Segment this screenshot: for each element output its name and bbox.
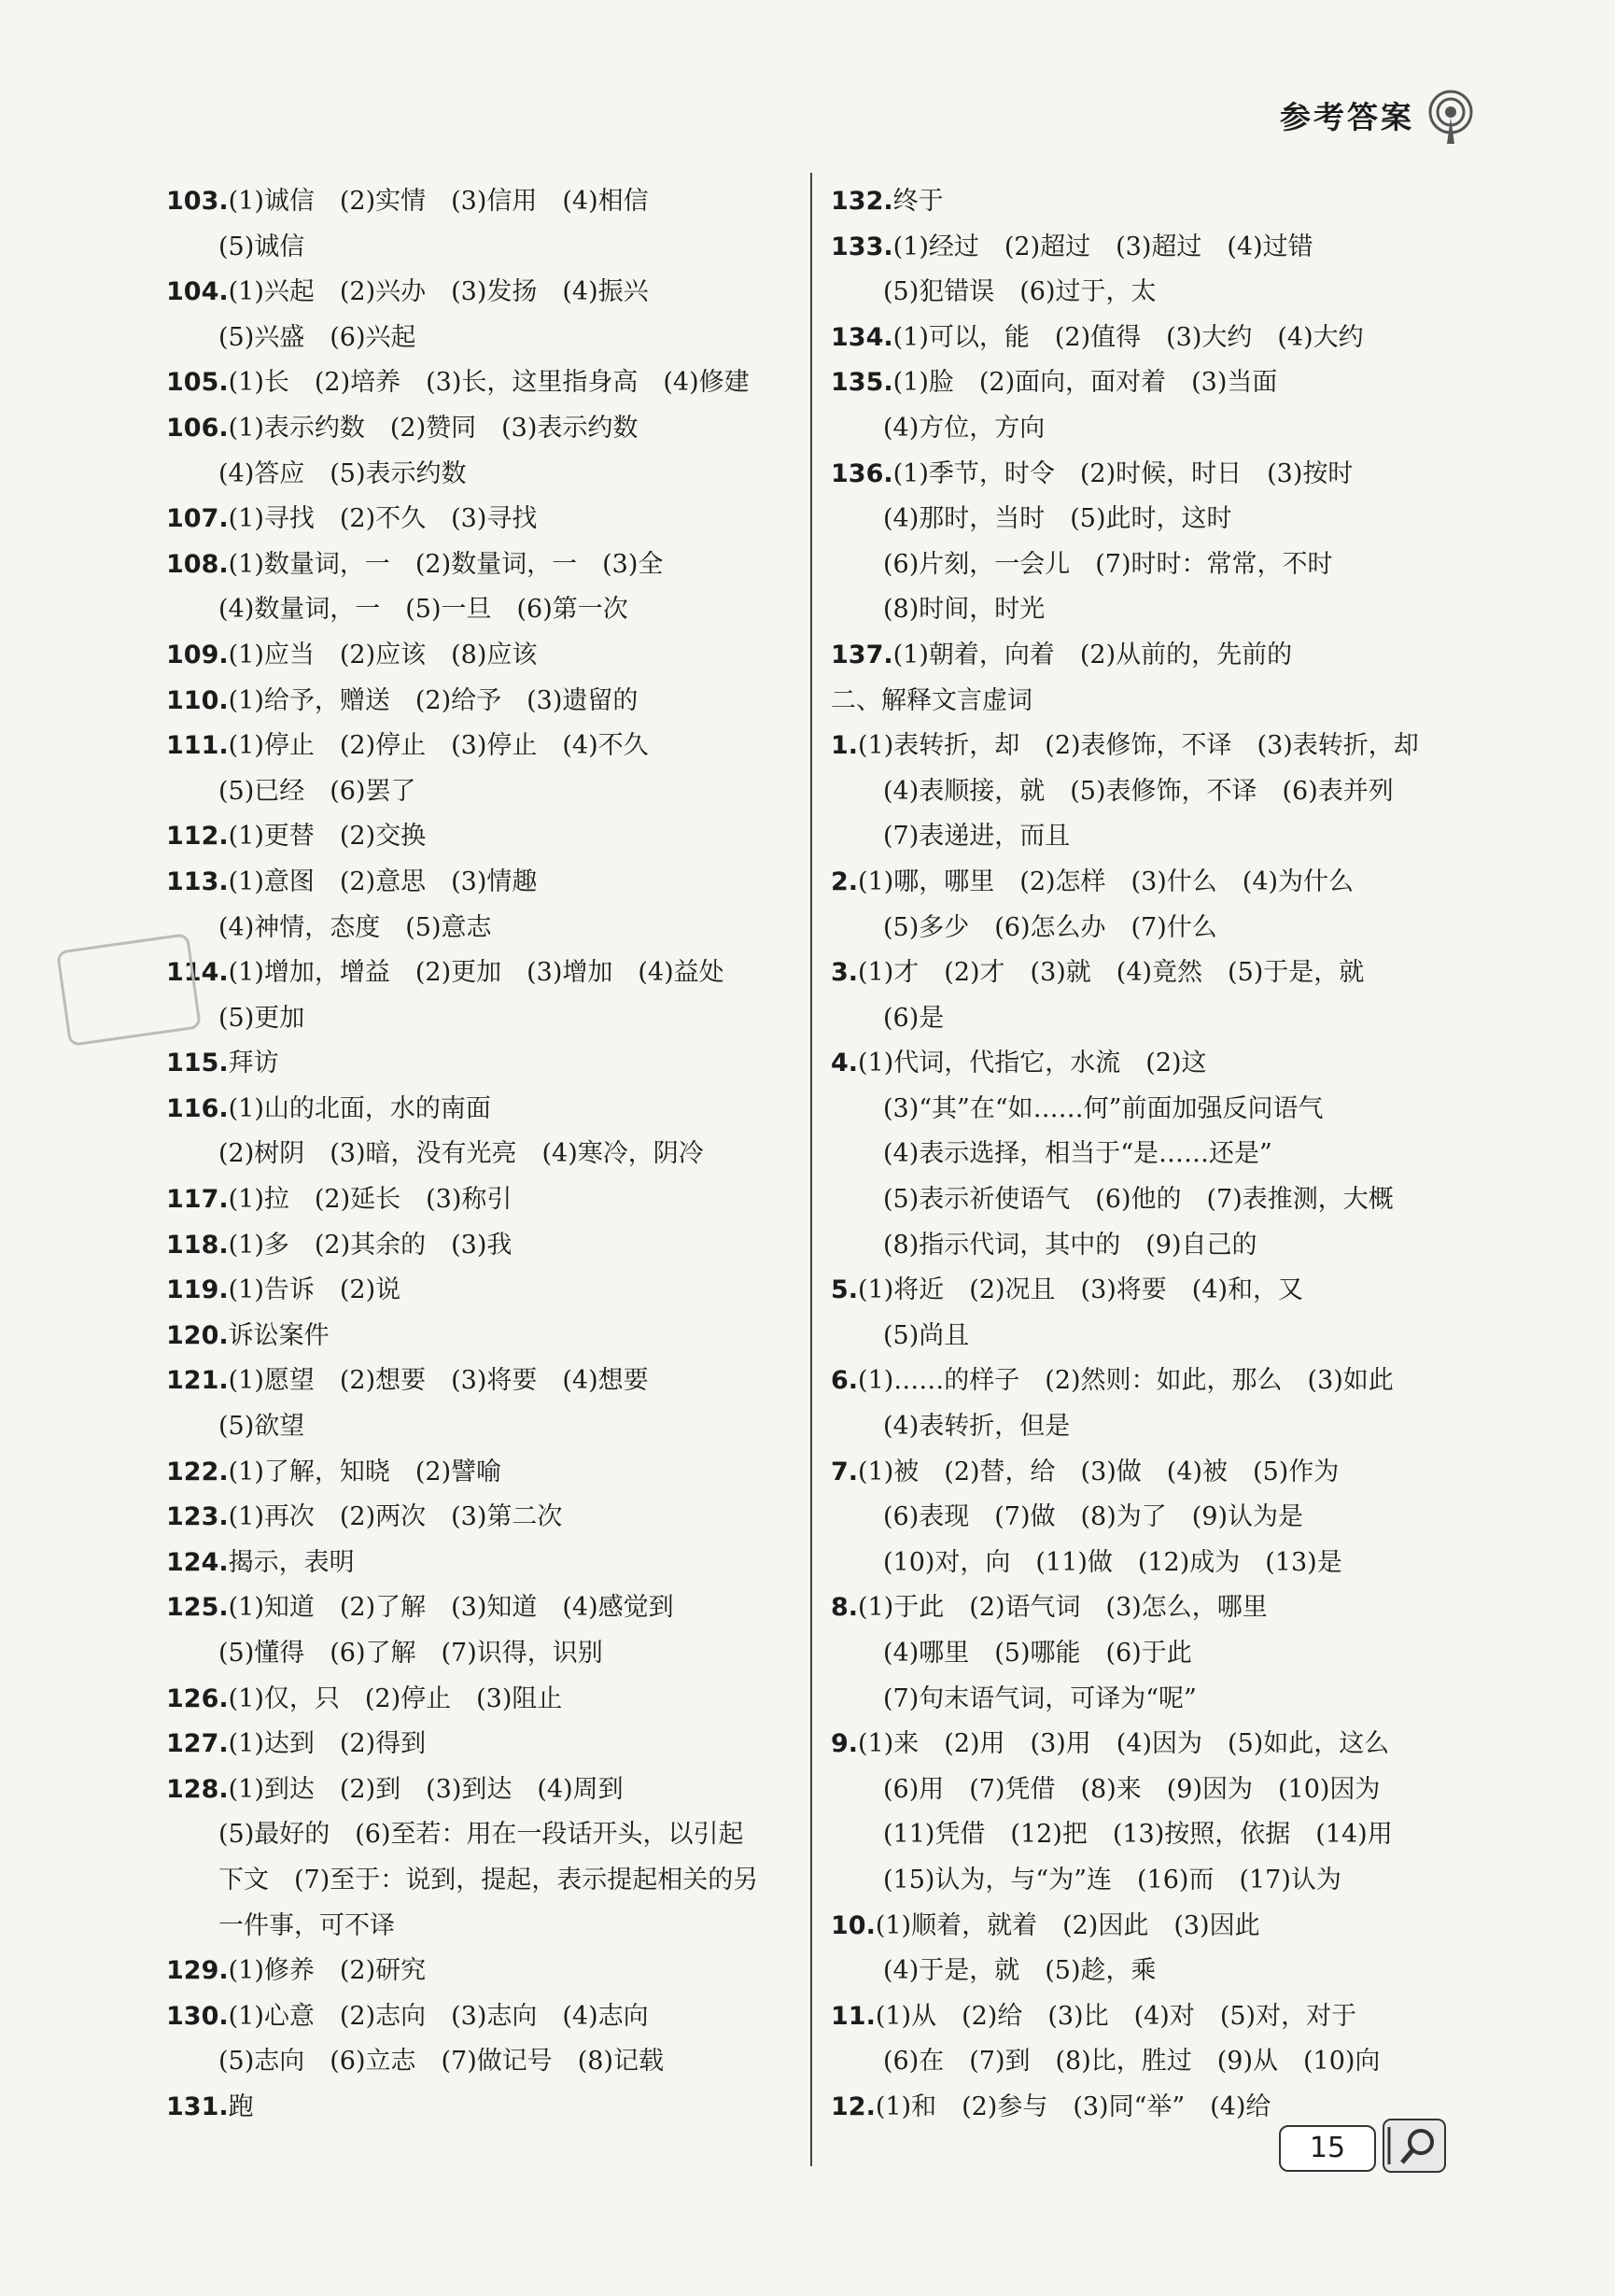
answer-line xyxy=(166,225,801,271)
answer-text: (1)朝着，向着 (2)从前的，先前的 xyxy=(892,640,1293,669)
question-number: 128. xyxy=(166,1774,229,1804)
question-number: 6. xyxy=(831,1366,859,1396)
answer-line xyxy=(166,1404,801,1450)
answer-line xyxy=(831,1041,1484,1087)
question-number: 4. xyxy=(831,1049,859,1078)
question-number: 121. xyxy=(166,1366,229,1396)
answer-text: (1)多 (2)其余的 (3)我 xyxy=(228,1230,513,1260)
question-number: 114. xyxy=(166,958,229,988)
answer-column-right xyxy=(831,179,1484,2131)
answer-line xyxy=(831,587,1484,633)
answer-line xyxy=(166,1087,801,1133)
answer-text: (1)愿望 (2)想要 (3)将要 (4)想要 xyxy=(228,1366,649,1396)
answer-line xyxy=(166,270,801,316)
bulb-icon xyxy=(1426,90,1475,148)
answer-line xyxy=(166,1541,801,1586)
answer-line xyxy=(166,542,801,588)
answer-column-left xyxy=(166,179,801,2131)
question-number: 120. xyxy=(166,1320,229,1350)
answer-line xyxy=(166,1585,801,1631)
answer-text: (5)多少 (6)怎么办 (7)什么 xyxy=(883,912,1217,942)
answer-text: (1)停止 (2)停止 (3)停止 (4)不久 xyxy=(228,731,649,761)
question-number: 115. xyxy=(166,1049,229,1078)
answer-line xyxy=(831,1994,1484,2040)
answer-line xyxy=(831,1359,1484,1404)
answer-text: (1)长 (2)培养 (3)长，这里指身高 (4)修建 xyxy=(228,368,750,398)
answer-text: (1)诚信 (2)实情 (3)信用 (4)相信 xyxy=(228,187,649,216)
answer-text: (1)脸 (2)面向，面对着 (3)当面 xyxy=(892,368,1278,398)
answer-line xyxy=(166,1904,801,1950)
question-number: 108. xyxy=(166,549,229,579)
answer-text: (5)更加 xyxy=(218,1003,305,1033)
answer-line xyxy=(166,2085,801,2131)
answer-text: (1)告诉 (2)说 xyxy=(228,1275,401,1305)
question-number: 136. xyxy=(831,458,893,488)
answer-text: (1)和 (2)参与 (3)同“举” (4)给 xyxy=(875,2092,1271,2121)
answer-text: (1)季节，时令 (2)时候，时日 (3)按时 xyxy=(892,458,1354,488)
answer-line xyxy=(831,1949,1484,1994)
answer-text: (1)山的北面，水的南面 xyxy=(228,1093,491,1123)
answer-line xyxy=(831,1677,1484,1723)
answer-line xyxy=(831,452,1484,498)
answer-text: (5)表示祈使语气 (6)他的 (7)表推测，大概 xyxy=(883,1185,1394,1215)
question-number: 5. xyxy=(831,1275,859,1305)
question-number: 8. xyxy=(831,1593,859,1623)
answer-text: (1)心意 (2)志向 (3)志向 (4)志向 xyxy=(228,2001,649,2031)
question-number: 7. xyxy=(831,1457,859,1486)
answer-line xyxy=(166,1314,801,1359)
answer-line xyxy=(166,1132,801,1177)
answer-line xyxy=(166,1495,801,1541)
answer-line xyxy=(831,1812,1484,1858)
question-number: 124. xyxy=(166,1547,229,1577)
question-number: 112. xyxy=(166,822,229,852)
answer-line xyxy=(831,1177,1484,1223)
answer-text: (5)最好的 (6)至若：用在一段话开头，以引起 xyxy=(218,1820,744,1850)
answer-text: (1)增加，增益 (2)更加 (3)增加 (4)益处 xyxy=(228,958,724,988)
answer-text: (1)知道 (2)了解 (3)知道 (4)感觉到 xyxy=(228,1593,674,1623)
answer-text: (4)神情，态度 (5)意志 xyxy=(218,912,492,942)
answer-text: (4)表转折，但是 xyxy=(883,1412,1071,1442)
answer-text: (4)那时，当时 (5)此时，这时 xyxy=(883,504,1232,534)
answer-text: (5)欲望 xyxy=(218,1412,305,1442)
answer-text: (4)答应 (5)表示约数 xyxy=(218,458,467,488)
answer-line xyxy=(831,769,1484,815)
answer-line xyxy=(166,1722,801,1768)
answer-text: (4)表示选择，相当于“是……还是” xyxy=(883,1139,1272,1169)
answer-line xyxy=(166,1631,801,1677)
answer-text: (7)句末语气词，可译为“呢” xyxy=(883,1683,1197,1713)
answer-text: 诉讼案件 xyxy=(228,1320,330,1350)
question-number: 10. xyxy=(831,1910,876,1940)
question-number: 132. xyxy=(831,187,893,216)
answer-line xyxy=(831,542,1484,588)
question-number: 103. xyxy=(166,187,229,216)
answer-line xyxy=(166,452,801,498)
answer-line xyxy=(831,1495,1484,1541)
answer-line xyxy=(166,1268,801,1314)
answer-text: (1)寻找 (2)不久 (3)寻找 xyxy=(228,504,538,534)
answer-line xyxy=(166,1177,801,1223)
question-number: 130. xyxy=(166,2001,229,2031)
answer-text: (4)于是，就 (5)趁，乘 xyxy=(883,1956,1157,1986)
question-number: 131. xyxy=(166,2092,229,2121)
answer-line xyxy=(831,906,1484,951)
question-number: 105. xyxy=(166,368,229,398)
answer-text: (1)才 (2)才 (3)就 (4)竟然 (5)于是，就 xyxy=(858,958,1365,988)
answer-text: (5)志向 (6)立志 (7)做记号 (8)记载 xyxy=(218,2047,664,2077)
question-number: 110. xyxy=(166,685,229,715)
answer-line xyxy=(831,1087,1484,1133)
answer-text: (1)数量词，一 (2)数量词，一 (3)全 xyxy=(228,549,664,579)
answer-text: (1)给予，赠送 (2)给予 (3)遗留的 xyxy=(228,685,639,715)
question-number: 119. xyxy=(166,1275,229,1305)
search-icon xyxy=(1382,2118,1447,2174)
answer-text: 一件事，可不译 xyxy=(218,1910,395,1940)
answer-line xyxy=(831,360,1484,406)
answer-line xyxy=(831,1585,1484,1631)
answer-text: (1)被 (2)替，给 (3)做 (4)被 (5)作为 xyxy=(858,1457,1340,1486)
answer-line xyxy=(166,1949,801,1994)
answer-line xyxy=(831,1631,1484,1677)
question-number: 11. xyxy=(831,2001,876,2031)
answer-text: (1)更替 (2)交换 xyxy=(228,822,427,852)
answer-text: (8)时间，时光 xyxy=(883,595,1046,625)
answer-line xyxy=(831,1722,1484,1768)
answer-line xyxy=(831,1450,1484,1496)
answer-text: (1)代词，代指它，水流 (2)这 xyxy=(858,1049,1207,1078)
question-number: 133. xyxy=(831,232,893,261)
question-number: 111. xyxy=(166,731,229,761)
answer-line xyxy=(166,1994,801,2040)
question-number: 9. xyxy=(831,1729,859,1759)
answer-line xyxy=(831,406,1484,452)
answer-text: (1)……的样子 (2)然则：如此，那么 (3)如此 xyxy=(858,1366,1394,1396)
answer-text: (1)应当 (2)应该 (8)应该 xyxy=(228,640,538,669)
answer-text: (1)再次 (2)两次 (3)第二次 xyxy=(228,1502,563,1532)
question-number: 129. xyxy=(166,1956,229,1986)
answer-text: (10)对，向 (11)做 (12)成为 (13)是 xyxy=(883,1547,1342,1577)
answer-text: (4)表顺接，就 (5)表修饰，不译 (6)表并列 xyxy=(883,776,1394,806)
answer-line xyxy=(166,1223,801,1269)
answer-line xyxy=(831,1132,1484,1177)
answer-line xyxy=(831,1768,1484,1813)
answer-line xyxy=(831,1223,1484,1269)
answer-text: (1)经过 (2)超过 (3)超过 (4)过错 xyxy=(892,232,1313,261)
answer-text: (4)方位，方向 xyxy=(883,413,1046,443)
question-number: 104. xyxy=(166,277,229,307)
question-number: 135. xyxy=(831,368,893,398)
answer-text: (5)已经 (6)罢了 xyxy=(218,776,416,806)
question-number: 106. xyxy=(166,413,229,443)
question-number: 118. xyxy=(166,1230,229,1260)
answer-text: (1)修养 (2)研究 xyxy=(228,1956,427,1986)
answer-text: (6)用 (7)凭借 (8)来 (9)因为 (10)因为 xyxy=(883,1774,1381,1804)
answer-text: (1)可以，能 (2)值得 (3)大约 (4)大约 xyxy=(892,322,1364,352)
answer-line xyxy=(166,1359,801,1404)
answer-line xyxy=(166,724,801,769)
answer-text: (11)凭借 (12)把 (13)按照，依据 (14)用 xyxy=(883,1820,1393,1850)
question-number: 122. xyxy=(166,1457,229,1486)
page-number: 15 xyxy=(1279,2125,1376,2172)
watermark-stamp xyxy=(54,934,204,1046)
answer-text: (2)树阴 (3)暗，没有光亮 (4)寒冷，阴冷 xyxy=(218,1139,704,1169)
answer-text: (5)犯错误 (6)过于，太 xyxy=(883,277,1157,307)
answer-line xyxy=(831,1541,1484,1586)
section-heading xyxy=(831,679,1484,725)
answer-text: (6)表现 (7)做 (8)为了 (9)认为是 xyxy=(883,1502,1303,1532)
question-number: 134. xyxy=(831,322,893,352)
question-number: 12. xyxy=(831,2092,876,2121)
answer-text: (1)意图 (2)意思 (3)情趣 xyxy=(228,866,538,896)
answer-line xyxy=(831,1314,1484,1359)
answer-text: (8)指示代词，其中的 (9)自己的 xyxy=(883,1230,1257,1260)
answer-line xyxy=(166,360,801,406)
answer-text: (1)兴起 (2)兴办 (3)发扬 (4)振兴 xyxy=(228,277,649,307)
question-number: 3. xyxy=(831,958,859,988)
question-number: 123. xyxy=(166,1502,229,1532)
question-number: 113. xyxy=(166,866,229,896)
answer-line xyxy=(166,951,801,996)
answer-line xyxy=(831,1404,1484,1450)
answer-text: (5)尚且 xyxy=(883,1320,970,1350)
answer-line xyxy=(166,406,801,452)
answer-line xyxy=(166,1677,801,1723)
answer-line xyxy=(166,906,801,951)
answer-text: (5)诚信 xyxy=(218,232,305,261)
answer-line xyxy=(831,1858,1484,1904)
answer-text: (1)哪，哪里 (2)怎样 (3)什么 (4)为什么 xyxy=(858,866,1355,896)
question-number: 1. xyxy=(831,731,859,761)
answer-line xyxy=(831,633,1484,679)
answer-line xyxy=(831,814,1484,860)
answer-text: 揭示，表明 xyxy=(228,1547,355,1577)
answer-line xyxy=(166,1858,801,1904)
answer-text: (1)来 (2)用 (3)用 (4)因为 (5)如此，这么 xyxy=(858,1729,1390,1759)
answer-line xyxy=(166,1812,801,1858)
answer-line xyxy=(831,996,1484,1042)
answer-line xyxy=(166,1768,801,1813)
answer-line xyxy=(166,814,801,860)
answer-line xyxy=(166,497,801,542)
answer-line xyxy=(831,225,1484,271)
answer-line xyxy=(166,179,801,225)
section-heading-text: 二、解释文言虚词 xyxy=(831,685,1032,715)
answer-line xyxy=(166,860,801,906)
question-number: 107. xyxy=(166,504,229,534)
answer-line xyxy=(166,2039,801,2085)
answer-text: 拜访 xyxy=(228,1049,279,1078)
answer-line xyxy=(831,316,1484,361)
answer-line xyxy=(831,951,1484,996)
answer-text: (1)从 (2)给 (3)比 (4)对 (5)对，对于 xyxy=(875,2001,1357,2031)
answer-line xyxy=(166,587,801,633)
answer-line xyxy=(166,633,801,679)
answer-line xyxy=(166,769,801,815)
answer-line xyxy=(831,724,1484,769)
answer-line xyxy=(166,996,801,1042)
answer-line xyxy=(831,860,1484,906)
question-number: 116. xyxy=(166,1093,229,1123)
answer-text: (1)表转折，却 (2)表修饰，不译 (3)表转折，却 xyxy=(858,731,1419,761)
answer-text: (7)表递进，而且 xyxy=(883,822,1071,852)
column-divider xyxy=(810,173,812,2166)
answer-text: (1)仅，只 (2)停止 (3)阻止 xyxy=(228,1683,563,1713)
question-number: 109. xyxy=(166,640,229,669)
answer-text: (4)哪里 (5)哪能 (6)于此 xyxy=(883,1639,1192,1668)
answer-line xyxy=(831,2039,1484,2085)
answer-line xyxy=(831,1904,1484,1950)
answer-text: (1)顺着，就着 (2)因此 (3)因此 xyxy=(875,1910,1260,1940)
answer-text: 终于 xyxy=(892,187,944,216)
question-number: 127. xyxy=(166,1729,229,1759)
answer-text: (1)于此 (2)语气词 (3)怎么，哪里 xyxy=(858,1593,1268,1623)
answer-text: (1)了解，知晓 (2)譬喻 xyxy=(228,1457,502,1486)
question-number: 125. xyxy=(166,1593,229,1623)
answer-line xyxy=(166,316,801,361)
question-number: 126. xyxy=(166,1683,229,1713)
answer-text: (5)懂得 (6)了解 (7)识得，识别 xyxy=(218,1639,603,1668)
answer-line xyxy=(166,1041,801,1087)
answer-text: (1)将近 (2)况且 (3)将要 (4)和，又 xyxy=(858,1275,1304,1305)
question-number: 117. xyxy=(166,1185,229,1215)
answer-text: (6)片刻，一会儿 (7)时时：常常，不时 xyxy=(883,549,1333,579)
answer-text: (4)数量词，一 (5)一旦 (6)第一次 xyxy=(218,595,628,625)
answer-line xyxy=(831,1268,1484,1314)
answer-line xyxy=(166,1450,801,1496)
answer-text: (1)表示约数 (2)赞同 (3)表示约数 xyxy=(228,413,639,443)
answer-line xyxy=(831,497,1484,542)
answer-text: (1)拉 (2)延长 (3)称引 xyxy=(228,1185,513,1215)
header-title: 参考答案 xyxy=(1280,99,1414,135)
answer-text: (1)到达 (2)到 (3)到达 (4)周到 xyxy=(228,1774,624,1804)
answer-text: (6)在 (7)到 (8)比，胜过 (9)从 (10)向 xyxy=(883,2047,1381,2077)
question-number: 137. xyxy=(831,640,893,669)
answer-text: 跑 xyxy=(228,2092,254,2121)
answer-text: (5)兴盛 (6)兴起 xyxy=(218,322,416,352)
answer-text: (3)“其”在“如……何”前面加强反问语气 xyxy=(883,1093,1324,1123)
answer-text: (6)是 xyxy=(883,1003,945,1033)
answer-text: (1)达到 (2)得到 xyxy=(228,1729,427,1759)
answer-line xyxy=(166,679,801,725)
answer-line xyxy=(831,179,1484,225)
question-number: 2. xyxy=(831,866,859,896)
answer-text: (15)认为，与“为”连 (16)而 (17)认为 xyxy=(883,1865,1341,1895)
answer-text: 下文 (7)至于：说到，提起，表示提起相关的另 xyxy=(218,1865,759,1895)
answer-line xyxy=(831,270,1484,316)
